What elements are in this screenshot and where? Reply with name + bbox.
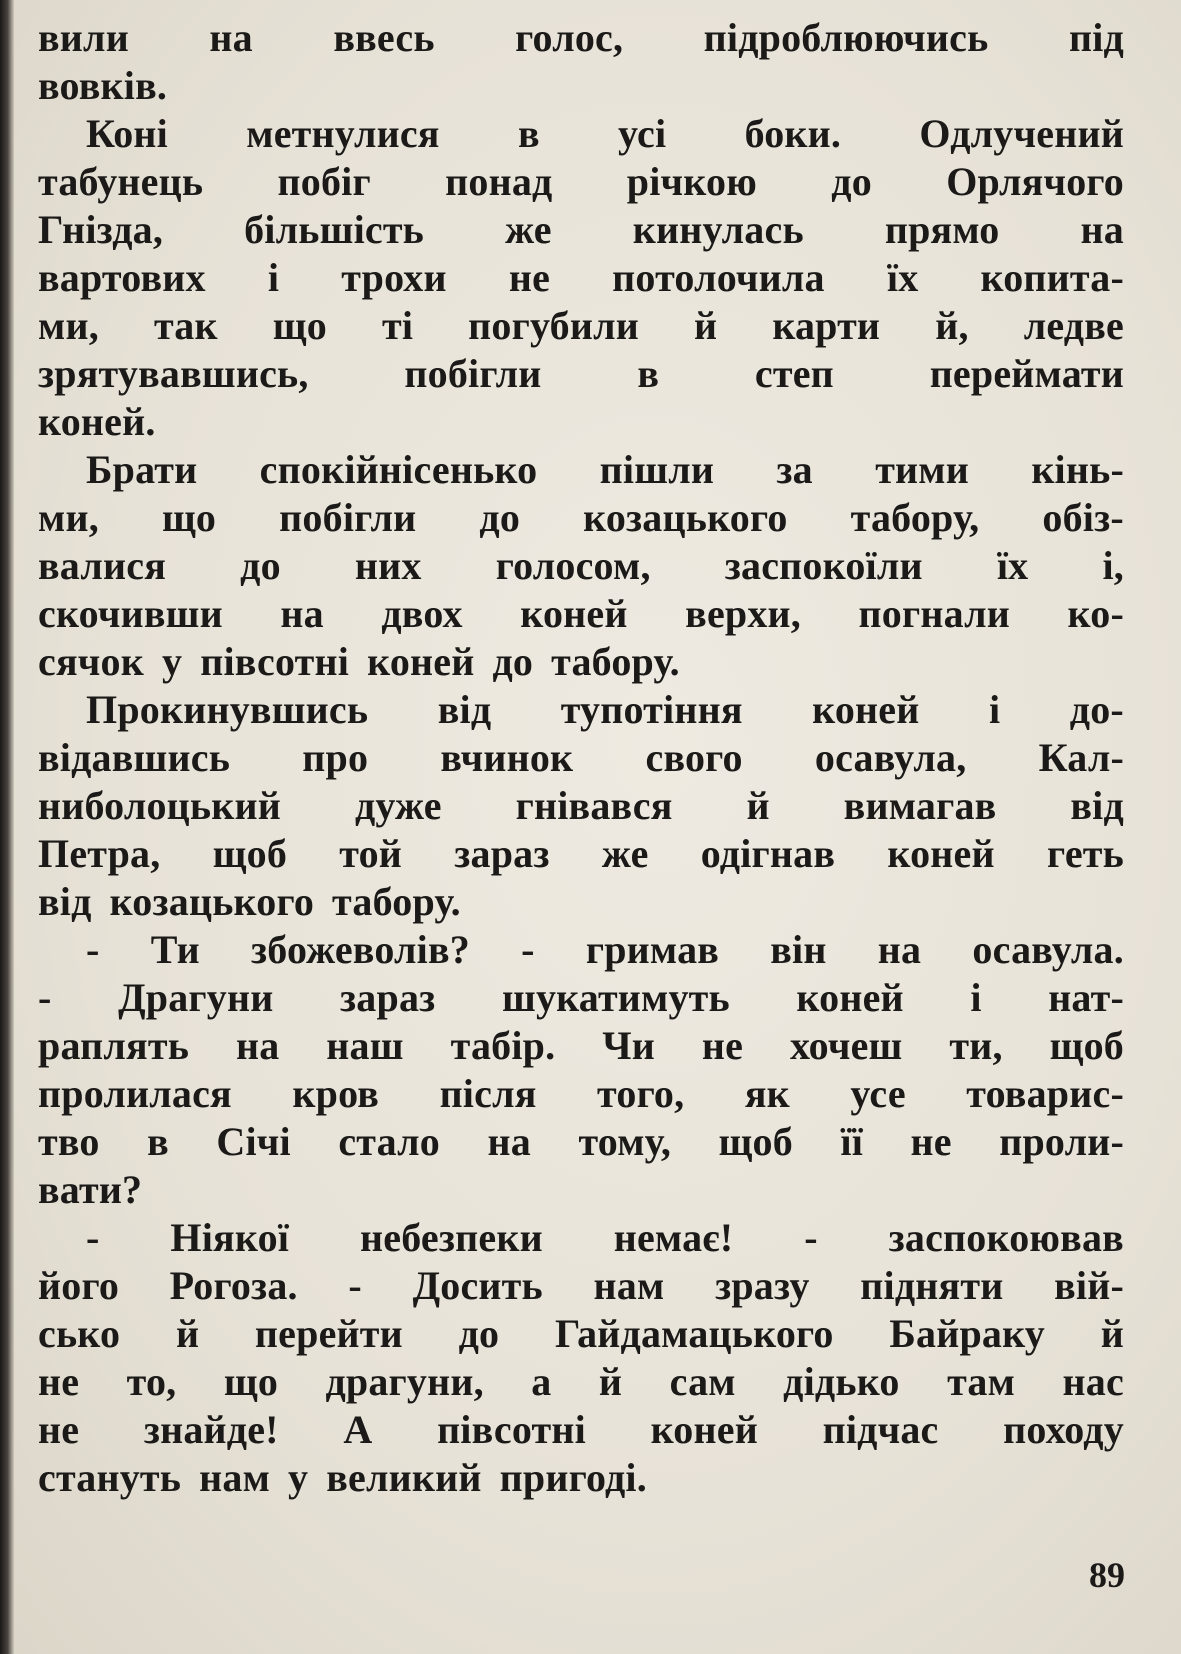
word: табір. [450, 1023, 556, 1068]
word: небезпеки [360, 1215, 543, 1260]
text-line [38, 926, 1124, 974]
text-line [38, 14, 1124, 62]
book-page [14, 0, 1181, 1654]
word: коней. [38, 399, 156, 444]
word: погубили [468, 303, 639, 348]
word: на [209, 15, 253, 60]
word: на [487, 1119, 531, 1164]
word: й [598, 1359, 623, 1404]
text-line [38, 974, 1124, 1022]
text-line [38, 494, 1124, 542]
word: її [840, 1119, 864, 1164]
word: і, [1102, 543, 1124, 588]
word: Гайдамацького [554, 1311, 834, 1356]
word: збожеволів? [251, 927, 470, 972]
word: шукатимуть [501, 975, 730, 1020]
word: немає! [613, 1215, 734, 1260]
word: потолочила [612, 255, 825, 300]
word: дідько [783, 1359, 900, 1404]
word: і [970, 975, 982, 1020]
word: переймати [929, 351, 1124, 396]
word: пішли [599, 447, 715, 492]
word: наш [326, 1023, 404, 1068]
word: Байраку [889, 1311, 1045, 1356]
word: карти [772, 303, 881, 348]
word: Ніякої [170, 1215, 290, 1260]
word: перейти [254, 1311, 403, 1356]
word: ми, [38, 495, 99, 540]
word: за [776, 447, 813, 492]
word: верхи, [685, 591, 801, 636]
word: не [38, 1359, 80, 1404]
word: вимагав [843, 783, 997, 828]
word: Гнізда, [38, 207, 164, 252]
word: про [302, 735, 369, 780]
word: вати? [38, 1167, 143, 1212]
word: побіг [277, 159, 371, 204]
word: Орлячого [946, 159, 1124, 204]
word: нас [1062, 1359, 1124, 1404]
word: табунець [38, 159, 204, 204]
word: зразу [715, 1263, 810, 1308]
word: в [147, 1119, 169, 1164]
word: сячок [38, 639, 144, 684]
word: коней [887, 831, 995, 876]
word: півсотні [200, 639, 350, 684]
text-line [38, 398, 1124, 446]
text-line [38, 1358, 1124, 1406]
word: до- [1069, 687, 1124, 732]
word: скочивши [38, 591, 223, 636]
word: - [521, 927, 535, 972]
word: до [240, 543, 281, 588]
word: коней [367, 639, 475, 684]
word: - [86, 1215, 100, 1260]
word: усе [850, 1071, 906, 1116]
word: щоб [718, 1119, 793, 1164]
word: коней [520, 591, 628, 636]
word: ті [381, 303, 414, 348]
word: коней [812, 687, 920, 732]
word: - [804, 1215, 818, 1260]
word: й [694, 303, 718, 348]
word: нам [199, 1455, 271, 1500]
word: їх [886, 255, 919, 300]
word: до [831, 159, 872, 204]
word: до [479, 495, 521, 540]
word: не [701, 1023, 744, 1068]
word: він [770, 927, 827, 972]
word: кров [292, 1071, 380, 1116]
word: кінь- [1031, 447, 1124, 492]
word: підняти [860, 1263, 1004, 1308]
word: що [272, 303, 327, 348]
word: стало [338, 1119, 441, 1164]
word: усі [618, 111, 667, 156]
text-line [38, 1454, 1124, 1502]
word: у [162, 639, 183, 684]
word: підчас [822, 1407, 939, 1452]
word: тому, [578, 1119, 672, 1164]
word: тупотіння [560, 687, 743, 732]
word: же [505, 207, 552, 252]
word: побігли [279, 495, 417, 540]
text-line [38, 1406, 1124, 1454]
word: вили [38, 15, 129, 60]
body-text [38, 14, 1124, 1502]
word: Коні [86, 111, 168, 156]
word: - [86, 927, 100, 972]
word: коней [796, 975, 904, 1020]
word: А [343, 1407, 373, 1452]
word: гримав [585, 927, 720, 972]
word: Рогоза. [169, 1263, 298, 1308]
word: козацького [109, 879, 315, 924]
word: степ [754, 351, 834, 396]
word: і [267, 255, 280, 300]
word: на [280, 591, 324, 636]
word: осавула. [972, 927, 1124, 972]
word: щоб [1049, 1023, 1124, 1068]
word: зараз [340, 975, 436, 1020]
word: півсотні [437, 1407, 586, 1452]
word: Досить [412, 1263, 543, 1308]
text-line [38, 1118, 1124, 1166]
word: вчинок [440, 735, 574, 780]
word: його [38, 1263, 120, 1308]
word: на [877, 927, 922, 972]
word: не [910, 1119, 952, 1164]
text-line [38, 638, 1124, 686]
word: пролилася [38, 1071, 232, 1116]
word: голос, [515, 15, 624, 60]
word: так [153, 303, 218, 348]
word: сам [669, 1359, 736, 1404]
word: під [1068, 15, 1124, 60]
word: заспокоїли [724, 543, 923, 588]
word: Одлучений [919, 111, 1124, 156]
word: кинулась [632, 207, 804, 252]
word: до [492, 639, 534, 684]
text-line [38, 686, 1124, 734]
word: заспокоював [888, 1215, 1124, 1260]
text-line [38, 1022, 1124, 1070]
word: ко- [1067, 591, 1124, 636]
word: - [38, 975, 52, 1020]
word: гнівався [515, 783, 673, 828]
word: ввесь [333, 15, 435, 60]
word: у [288, 1455, 309, 1500]
word: що [223, 1359, 279, 1404]
text-line [38, 446, 1124, 494]
word: табору. [551, 639, 680, 684]
word: валися [38, 543, 167, 588]
word: того, [597, 1071, 685, 1116]
word: сько [38, 1311, 121, 1356]
word: спокійнісенько [259, 447, 538, 492]
word: - [348, 1263, 362, 1308]
word: Кал- [1038, 735, 1124, 780]
text-line [38, 254, 1124, 302]
text-line [38, 1214, 1124, 1262]
word: вій- [1054, 1263, 1124, 1308]
word: зрятувавшись, [38, 351, 309, 396]
word: ти, [949, 1023, 1003, 1068]
word: знайде! [143, 1407, 279, 1452]
word: коней [650, 1407, 758, 1452]
word: тими [875, 447, 969, 492]
word: раплять [38, 1023, 190, 1068]
word: відавшись [38, 735, 231, 780]
word: великий [326, 1455, 482, 1500]
text-line [38, 782, 1124, 830]
word: табору, [850, 495, 980, 540]
word: не [508, 255, 551, 300]
word: зараз [454, 831, 550, 876]
word: походу [1003, 1407, 1124, 1452]
word: копита- [980, 255, 1124, 300]
word: що [161, 495, 217, 540]
word: на [1080, 207, 1124, 252]
text-line [38, 110, 1124, 158]
word: ниболоцький [38, 783, 282, 828]
word: Драгуни [118, 975, 274, 1020]
word: й [746, 783, 770, 828]
word: свого [645, 735, 743, 780]
word: Петра, [38, 831, 161, 876]
page-number: 89 [1089, 1555, 1125, 1595]
word: ледве [1023, 303, 1124, 348]
word: як [744, 1071, 790, 1116]
text-line [38, 1262, 1124, 1310]
word: в [517, 111, 540, 156]
word: той [339, 831, 403, 876]
word: щоб [212, 831, 288, 876]
word: річкою [626, 159, 757, 204]
word: від [38, 879, 92, 924]
word: і [988, 687, 1001, 732]
word: до [458, 1311, 500, 1356]
word: нам [593, 1263, 665, 1308]
word: вовків. [38, 63, 168, 108]
word: побігли [404, 351, 542, 396]
word: них [354, 543, 422, 588]
word: пригоді. [499, 1455, 647, 1500]
text-line [38, 350, 1124, 398]
text-line [38, 206, 1124, 254]
word: Прокинувшись [86, 687, 369, 732]
text-line [38, 734, 1124, 782]
text-line [38, 158, 1124, 206]
word: стануть [38, 1455, 182, 1500]
word: боки. [744, 111, 842, 156]
word: голосом, [495, 543, 651, 588]
word: одігнав [700, 831, 836, 876]
word: Брати [86, 447, 198, 492]
word: нат- [1048, 975, 1124, 1020]
word: осавула, [814, 735, 967, 780]
text-line [38, 878, 1124, 926]
word: дуже [354, 783, 442, 828]
word: там [947, 1359, 1016, 1404]
text-line [38, 1166, 1124, 1214]
text-line [38, 1310, 1124, 1358]
word: на [235, 1023, 280, 1068]
word: двох [381, 591, 463, 636]
word: Чи [602, 1023, 656, 1068]
word: обіз- [1042, 495, 1124, 540]
word: їх [996, 543, 1029, 588]
word: козацького [583, 495, 788, 540]
text-line [38, 830, 1124, 878]
word: погнали [858, 591, 1011, 636]
text-line [38, 62, 1124, 110]
word: більшість [244, 207, 425, 252]
word: в [637, 351, 660, 396]
book-spine-shadow [0, 0, 14, 1654]
word: проли- [999, 1119, 1124, 1164]
word: понад [445, 159, 553, 204]
text-line [38, 302, 1124, 350]
word: й [175, 1311, 200, 1356]
text-line [38, 1070, 1124, 1118]
word: трохи [341, 255, 447, 300]
word: товарис- [966, 1071, 1124, 1116]
word: же [601, 831, 649, 876]
word: геть [1046, 831, 1124, 876]
word: після [439, 1071, 537, 1116]
text-line [38, 542, 1124, 590]
word: вартових [38, 255, 206, 300]
word: й, [935, 303, 969, 348]
word: тво [38, 1119, 100, 1164]
word: метнулися [246, 111, 440, 156]
word: підроблюючись [703, 15, 989, 60]
word: ми, [38, 303, 99, 348]
word: й [1100, 1311, 1124, 1356]
word: від [1070, 783, 1124, 828]
word: від [437, 687, 492, 732]
text-line [38, 590, 1124, 638]
word: а [531, 1359, 552, 1404]
word: Ти [150, 927, 200, 972]
word: табору. [332, 879, 461, 924]
word: драгуни, [325, 1359, 484, 1404]
word: Січі [216, 1119, 291, 1164]
word: не [38, 1407, 80, 1452]
word: прямо [884, 207, 1000, 252]
word: то, [126, 1359, 177, 1404]
word: хочеш [790, 1023, 903, 1068]
